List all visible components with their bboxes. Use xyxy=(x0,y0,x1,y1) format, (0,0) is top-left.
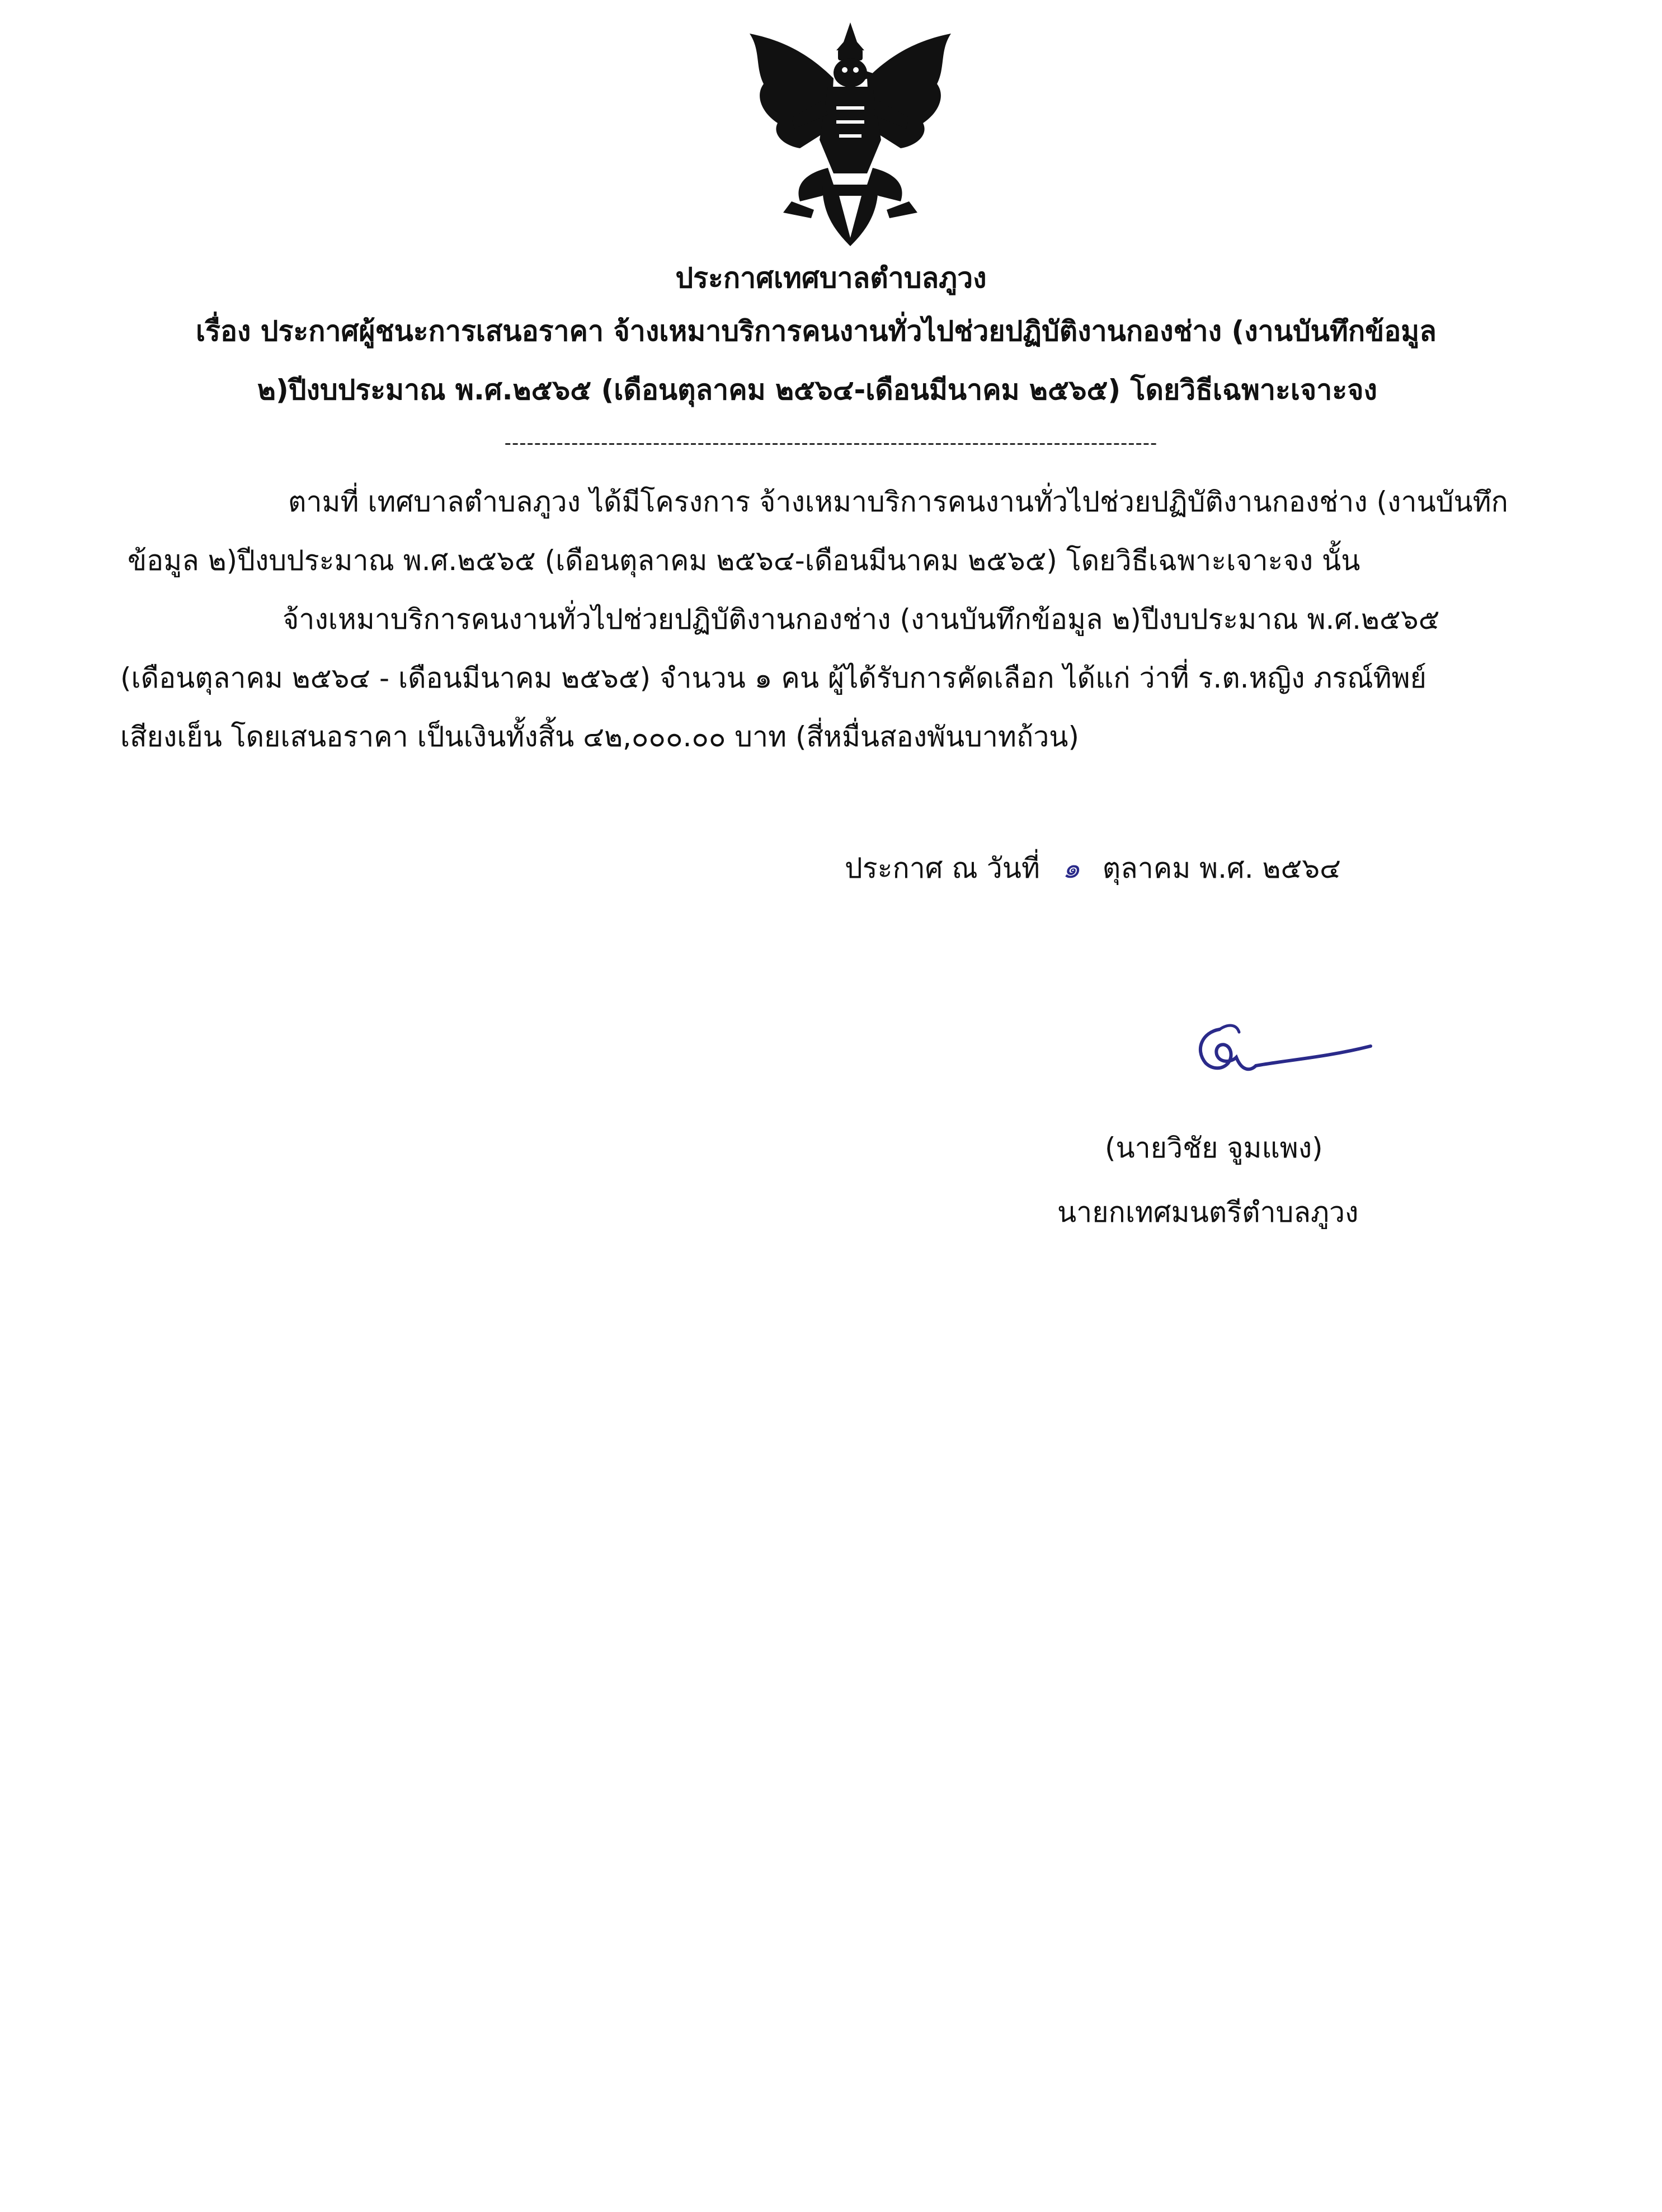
garuda-emblem-icon xyxy=(738,17,962,252)
document-subject-line-1: เรื่อง ประกาศผู้ชนะการเสนอราคา จ้างเหมาบริการคนงานทั่วไปช่วยปฏิบัติงานกองช่าง (งานบันทึกข้อมูล xyxy=(196,315,1437,347)
signatory-name: (นายวิชัย จูมแพง) xyxy=(1105,1132,1323,1164)
paragraph-2-line-1: จ้างเหมาบริการคนงานทั่วไปช่วยปฏิบัติงานกองช่าง (งานบันทึกข้อมูล ๒)ปีงบประมาณ พ.ศ.๒๕๖๕ xyxy=(283,603,1440,636)
paragraph-2-line-3: เสียงเย็น โดยเสนอราคา เป็นเงินทั้งสิ้น ๔๒,๐๐๐.๐๐ บาท (สี่หมื่นสองพันบาทถ้วน) xyxy=(120,721,1079,753)
signature-mark xyxy=(1186,1007,1376,1091)
document-issuer: ประกาศเทศบาลตำบลภูวง xyxy=(675,262,987,294)
document-subject-line-2: ๒)ปีงบประมาณ พ.ศ.๒๕๖๕ (เดือนตุลาคม ๒๕๖๔-เดือนมีนาคม ๒๕๖๕) โดยวิธีเฉพาะเจาะจง xyxy=(257,374,1377,406)
announcement-day: ๑ xyxy=(1062,852,1080,884)
separator-line: ---------------------------------------------------------------------------------------- xyxy=(504,432,1158,454)
paragraph-2-line-2: (เดือนตุลาคม ๒๕๖๔ - เดือนมีนาคม ๒๕๖๕) จำนวน ๑ คน ผู้ได้รับการคัดเลือก ได้แก่ ว่าที่ ร.ต.หญิง ภรณ์ทิพย์ xyxy=(120,662,1426,694)
paragraph-1-line-2: ข้อมูล ๒)ปีงบประมาณ พ.ศ.๒๕๖๕ (เดือนตุลาคม ๒๕๖๔-เดือนมีนาคม ๒๕๖๕) โดยวิธีเฉพาะเจาะจง นั้น xyxy=(128,544,1360,577)
announcement-month-year: ตุลาคม พ.ศ. ๒๕๖๔ xyxy=(1102,852,1341,884)
signatory-position: นายกเทศมนตรีตำบลภูวง xyxy=(1057,1196,1359,1229)
paragraph-1-line-1: ตามที่ เทศบาลตำบลภูวง ได้มีโครงการ จ้างเหมาบริการคนงานทั่วไปช่วยปฏิบัติงานกองช่าง (งานบันทึก xyxy=(288,486,1508,518)
announcement-date xyxy=(845,850,1341,886)
announcement-prefix: ประกาศ ณ วันที่ xyxy=(845,852,1040,884)
